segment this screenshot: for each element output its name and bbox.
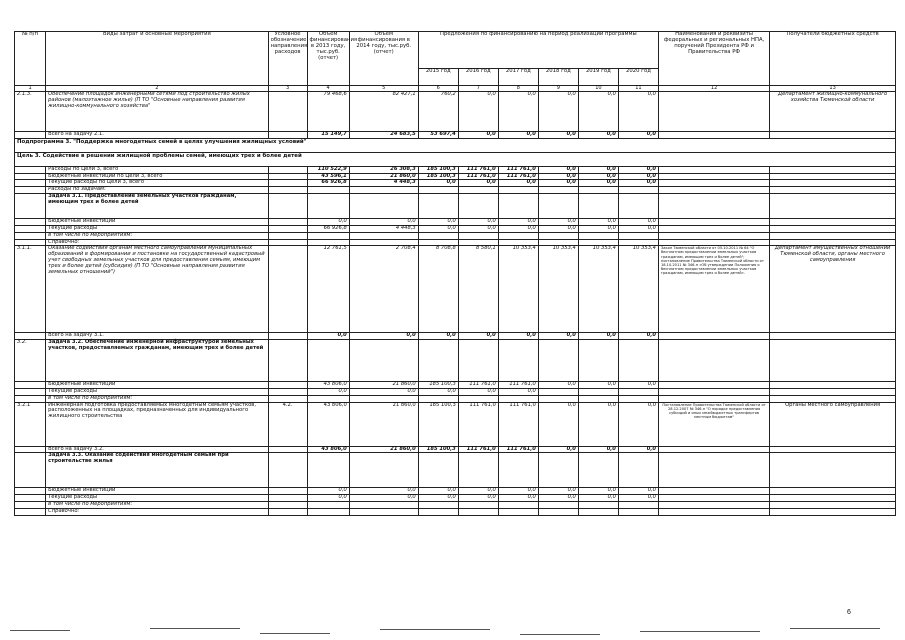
col-num: 4 [307, 86, 349, 92]
header-year: 2019 год [578, 69, 618, 86]
value-cell: 0,0 [618, 132, 658, 139]
value-cell: 0,0 [538, 488, 578, 495]
value-cell: 0,0 [307, 219, 349, 226]
row-text: в том числе по мероприятиям: [46, 232, 268, 239]
row-text: Бюджетные инвестиции [46, 488, 268, 495]
col-num: 10 [578, 86, 618, 92]
value-cell: 0,0 [418, 225, 458, 232]
task-title: Задача 3.3. Оказание содействия многодетным семьям при строительстве жилья [46, 453, 268, 488]
value-cell: 82 427,1 [349, 92, 418, 132]
value-cell: 0,0 [307, 333, 349, 340]
table-row [15, 194, 896, 219]
value-cell: 0,0 [349, 488, 418, 495]
row-text: Бюджетные инвестиции [46, 219, 268, 226]
row-number: 3.2.1 [15, 402, 46, 446]
row-text: Справочно: [46, 508, 268, 515]
value-cell: 0,0 [618, 166, 658, 173]
row-number: 3.1.1. [15, 246, 46, 333]
value-cell: 0,0 [618, 402, 658, 446]
table-row [15, 340, 896, 382]
value-cell: 0,0 [618, 495, 658, 502]
recipient-cell: Департамент жилищно-коммунального хозяйства Тюменской области [770, 92, 896, 132]
value-cell: 0,0 [578, 180, 618, 187]
value-cell: 0,0 [538, 382, 578, 389]
row-text: Текущие расходы [46, 495, 268, 502]
value-cell: 0,0 [618, 173, 658, 180]
table-row [15, 180, 896, 187]
value-cell: 66 926,8 [307, 180, 349, 187]
value-cell: 0,0 [498, 488, 538, 495]
value-cell: 0,0 [498, 180, 538, 187]
recipient-cell: Департамент имущественных отношений Тюменской области, органы местного самоуправления [770, 246, 896, 333]
value-cell: 0,0 [538, 225, 578, 232]
header-year: 2016 год [458, 69, 498, 86]
value-cell: 185 100,3 [418, 382, 458, 389]
value-cell: 0,0 [538, 333, 578, 340]
value-cell: 0,0 [458, 388, 498, 395]
value-cell: 0,0 [349, 388, 418, 395]
row-text: Всего на задачу 2.1. [46, 132, 268, 139]
col-num: 6 [418, 86, 458, 92]
value-cell: 10 353,4 [578, 246, 618, 333]
value-cell: 0,0 [538, 166, 578, 173]
row-text: Текущие расходы [46, 388, 268, 395]
value-cell: 0,0 [538, 92, 578, 132]
value-cell: 0,0 [618, 225, 658, 232]
value-cell: 21 860,0 [349, 382, 418, 389]
row-text: Расходы по задачам: [46, 187, 268, 194]
header-vol-2014: Объем финансирования в 2014 году, тыс.руб. (отчет) [349, 32, 418, 86]
value-cell: 0,0 [458, 488, 498, 495]
value-cell: 0,0 [538, 446, 578, 453]
value-cell: 0,0 [418, 180, 458, 187]
value-cell: 12 761,5 [307, 246, 349, 333]
value-cell: 2 708,4 [349, 246, 418, 333]
row-number: 3.2. [15, 340, 46, 382]
recipient-cell: Органы местного самоуправления [770, 402, 896, 446]
value-cell [618, 388, 658, 395]
table-row [15, 502, 896, 509]
value-cell: 0,0 [618, 180, 658, 187]
row-text: в том числе по мероприятиям: [46, 502, 268, 509]
header-vol-2013: Объем финансирования в 2013 году, тыс.руб. (отчет) [307, 32, 349, 86]
row-text: Расходы по Цели 3, всего [46, 166, 268, 173]
value-cell: 111 761,0 [458, 446, 498, 453]
value-cell: 43 596,1 [307, 173, 349, 180]
table-row [15, 92, 896, 132]
value-cell: 0,0 [538, 173, 578, 180]
value-cell: 10 353,4 [618, 246, 658, 333]
value-cell: 24 683,5 [349, 132, 418, 139]
goal-title: Цель 3. Содействие в решении жилищной проблемы семей, имеющих трех и более детей [15, 152, 896, 166]
header-npa: Наименования и реквизиты федеральных и региональных НПА, поручений Президента РФ и Правительства РФ [658, 32, 769, 86]
value-cell: 0,0 [578, 92, 618, 132]
value-cell: 760,2 [418, 92, 458, 132]
table-row [15, 508, 896, 515]
value-cell: 0,0 [618, 382, 658, 389]
value-cell: 0,0 [618, 92, 658, 132]
col-num: 5 [349, 86, 418, 92]
col-num: 3 [268, 86, 307, 92]
header-types: Виды затрат и основные мероприятия [46, 32, 268, 86]
value-cell: 0,0 [498, 225, 538, 232]
value-cell: 0,0 [578, 488, 618, 495]
task-title: Задача 3.2. Обеспечение инженерной инфраструктурой земельных участков, предоставляемых гражданам, имеющим трех и более детей [46, 340, 268, 382]
value-cell: 0,0 [418, 488, 458, 495]
value-cell: 0,0 [307, 488, 349, 495]
header-year: 2020 год [618, 69, 658, 86]
value-cell: 0,0 [538, 402, 578, 446]
value-cell: 0,0 [578, 446, 618, 453]
value-cell: 0,0 [538, 495, 578, 502]
value-cell: 0,0 [578, 132, 618, 139]
table-row [15, 388, 896, 395]
row-text: в том числе по мероприятиям: [46, 395, 268, 402]
value-cell: 0,0 [578, 166, 618, 173]
value-cell: 21 860,0 [349, 402, 418, 446]
value-cell: 0,0 [618, 219, 658, 226]
value-cell: 0,0 [578, 402, 618, 446]
col-num: 1 [15, 86, 46, 92]
row-code: 4.2. [268, 402, 307, 446]
npa-cell: Постановление Правительства Тюменской области от 28.12.2007 № 346-п "О порядке предоставления субсидий и иных межбюджетных трансфертов местным бюджетам" [658, 402, 769, 446]
value-cell: 111 761,0 [498, 446, 538, 453]
value-cell: 0,0 [578, 382, 618, 389]
value-cell: 0,0 [458, 180, 498, 187]
value-cell: 0,0 [349, 333, 418, 340]
header-recipients: Получатели бюджетных средств [770, 32, 896, 86]
scan-artifact [0, 626, 905, 640]
row-text: Всего на задачу 3.2. [46, 446, 268, 453]
value-cell [538, 388, 578, 395]
col-num: 8 [498, 86, 538, 92]
table-row [15, 453, 896, 488]
value-cell: 0,0 [418, 388, 458, 395]
value-cell: 0,0 [458, 92, 498, 132]
value-cell: 0,0 [578, 333, 618, 340]
value-cell: 0,0 [618, 446, 658, 453]
header-code: Условное обозначение направления расходов [268, 32, 307, 86]
col-num: 2 [46, 86, 268, 92]
row-text: Бюджетные инвестиции по Цели 3, всего [46, 173, 268, 180]
value-cell: 110 522,9 [307, 166, 349, 173]
col-num: 13 [770, 86, 896, 92]
value-cell: 0,0 [458, 225, 498, 232]
value-cell: 0,0 [458, 495, 498, 502]
row-text: Справочно: [46, 239, 268, 246]
value-cell: 0,0 [578, 219, 618, 226]
value-cell: 111 761,0 [458, 173, 498, 180]
value-cell: 0,0 [538, 180, 578, 187]
value-cell: 21 860,0 [349, 173, 418, 180]
npa-cell [658, 92, 769, 132]
row-text: Оказание содействия органам местного самоуправления муниципальных образований в формировании и постановке на государственный кадастровый учет свободных земельных участков для предоставления семьям, имеющим трех и более детей (субсидия) (П ТО "Основные направления развития земельных отношений") [46, 246, 268, 333]
value-cell: 0,0 [578, 173, 618, 180]
header-proposals: Предложения по финансированию на период реализации программы [418, 32, 658, 69]
header-year: 2017 год [498, 69, 538, 86]
value-cell: 8 708,8 [418, 246, 458, 333]
table-row [15, 232, 896, 239]
value-cell: 0,0 [498, 333, 538, 340]
npa-cell: Закон Тюменской области от 05.10.2011 № 64 "О бесплатном предоставлении земельных участков гражданам, имеющим трех и более детей"; постановление Правительства Тюменской области от 18.10.2011 № 346-п «Об утверждении Положения о бесплатном предоставлении земельных участков гражданам, имеющим трех и более детей». [658, 246, 769, 333]
value-cell: 43 806,0 [307, 382, 349, 389]
value-cell: 10 353,4 [498, 246, 538, 333]
value-cell: 8 580,1 [458, 246, 498, 333]
row-text: Текущие расходы по Цели 3, всего [46, 180, 268, 187]
value-cell: 43 806,0 [307, 446, 349, 453]
value-cell: 111 761,0 [458, 382, 498, 389]
value-cell: 0,0 [578, 495, 618, 502]
value-cell: 26 308,3 [349, 166, 418, 173]
row-text: Бюджетные инвестиции [46, 382, 268, 389]
value-cell: 0,0 [498, 92, 538, 132]
value-cell: 0,0 [349, 219, 418, 226]
value-cell: 21 860,0 [349, 446, 418, 453]
value-cell: 0,0 [458, 132, 498, 139]
value-cell: 15 149,7 [307, 132, 349, 139]
col-num: 11 [618, 86, 658, 92]
table-row [15, 246, 896, 333]
value-cell: 185 100,3 [418, 446, 458, 453]
header-year: 2015 год [418, 69, 458, 86]
value-cell: 111 761,0 [498, 166, 538, 173]
value-cell: 66 926,8 [307, 225, 349, 232]
value-cell: 0,0 [307, 388, 349, 395]
value-cell: 43 806,0 [307, 402, 349, 446]
row-text: Инженерная подготовка предоставляемых многодетным семьям участков, расположенных на площадках, предназначенных для индивидуального жилищного строительства [46, 402, 268, 446]
value-cell: 0,0 [498, 495, 538, 502]
row-code [268, 92, 307, 132]
value-cell: 4 448,3 [349, 180, 418, 187]
value-cell: 0,0 [618, 333, 658, 340]
row-text: Обеспечение площадок инженерными сетями под строительство жилых районов (малоэтажное жилье) (П ТО "Основные направления развития жилищно-коммунального хозяйства" [46, 92, 268, 132]
value-cell: 0,0 [458, 219, 498, 226]
value-cell: 111 761,0 [458, 402, 498, 446]
value-cell: 0,0 [307, 495, 349, 502]
value-cell: 0,0 [418, 219, 458, 226]
value-cell: 0,0 [578, 225, 618, 232]
table-row [15, 495, 896, 502]
col-num: 9 [538, 86, 578, 92]
page-number: 6 [847, 609, 851, 616]
value-cell: 111 761,0 [498, 402, 538, 446]
subprogram-title: Подпрограмма 3. "Поддержка многодетных семей в целях улучшения жилищных условий" [15, 138, 896, 152]
value-cell: 0,0 [498, 132, 538, 139]
value-cell: 185 100,3 [418, 402, 458, 446]
value-cell: 185 100,3 [418, 166, 458, 173]
financing-table [14, 31, 896, 516]
value-cell: 0,0 [618, 488, 658, 495]
value-cell: 79 468,6 [307, 92, 349, 132]
value-cell: 0,0 [498, 388, 538, 395]
value-cell [578, 388, 618, 395]
value-cell: 111 761,0 [498, 173, 538, 180]
row-text: Всего на задачу 3.1. [46, 333, 268, 340]
value-cell: 4 448,3 [349, 225, 418, 232]
col-num: 7 [458, 86, 498, 92]
value-cell: 0,0 [538, 132, 578, 139]
col-num: 12 [658, 86, 769, 92]
row-number: 2.1.3. [15, 92, 46, 132]
header-no: № п/п [15, 32, 46, 86]
value-cell: 53 697,4 [418, 132, 458, 139]
value-cell: 0,0 [418, 333, 458, 340]
value-cell: 0,0 [498, 219, 538, 226]
value-cell: 0,0 [458, 333, 498, 340]
header-year: 2018 год [538, 69, 578, 86]
value-cell: 0,0 [538, 219, 578, 226]
task-title: Задача 3.1. Предоставление земельных участков гражданам, имеющим трех и более детей [46, 194, 268, 219]
value-cell: 0,0 [418, 495, 458, 502]
row-text: Текущие расходы [46, 225, 268, 232]
table-row [15, 225, 896, 232]
table-row [15, 402, 896, 446]
value-cell: 10 353,4 [538, 246, 578, 333]
value-cell: 0,0 [349, 495, 418, 502]
value-cell: 111 761,0 [498, 382, 538, 389]
value-cell: 185 100,3 [418, 173, 458, 180]
value-cell: 111 761,0 [458, 166, 498, 173]
table-row [15, 132, 896, 139]
